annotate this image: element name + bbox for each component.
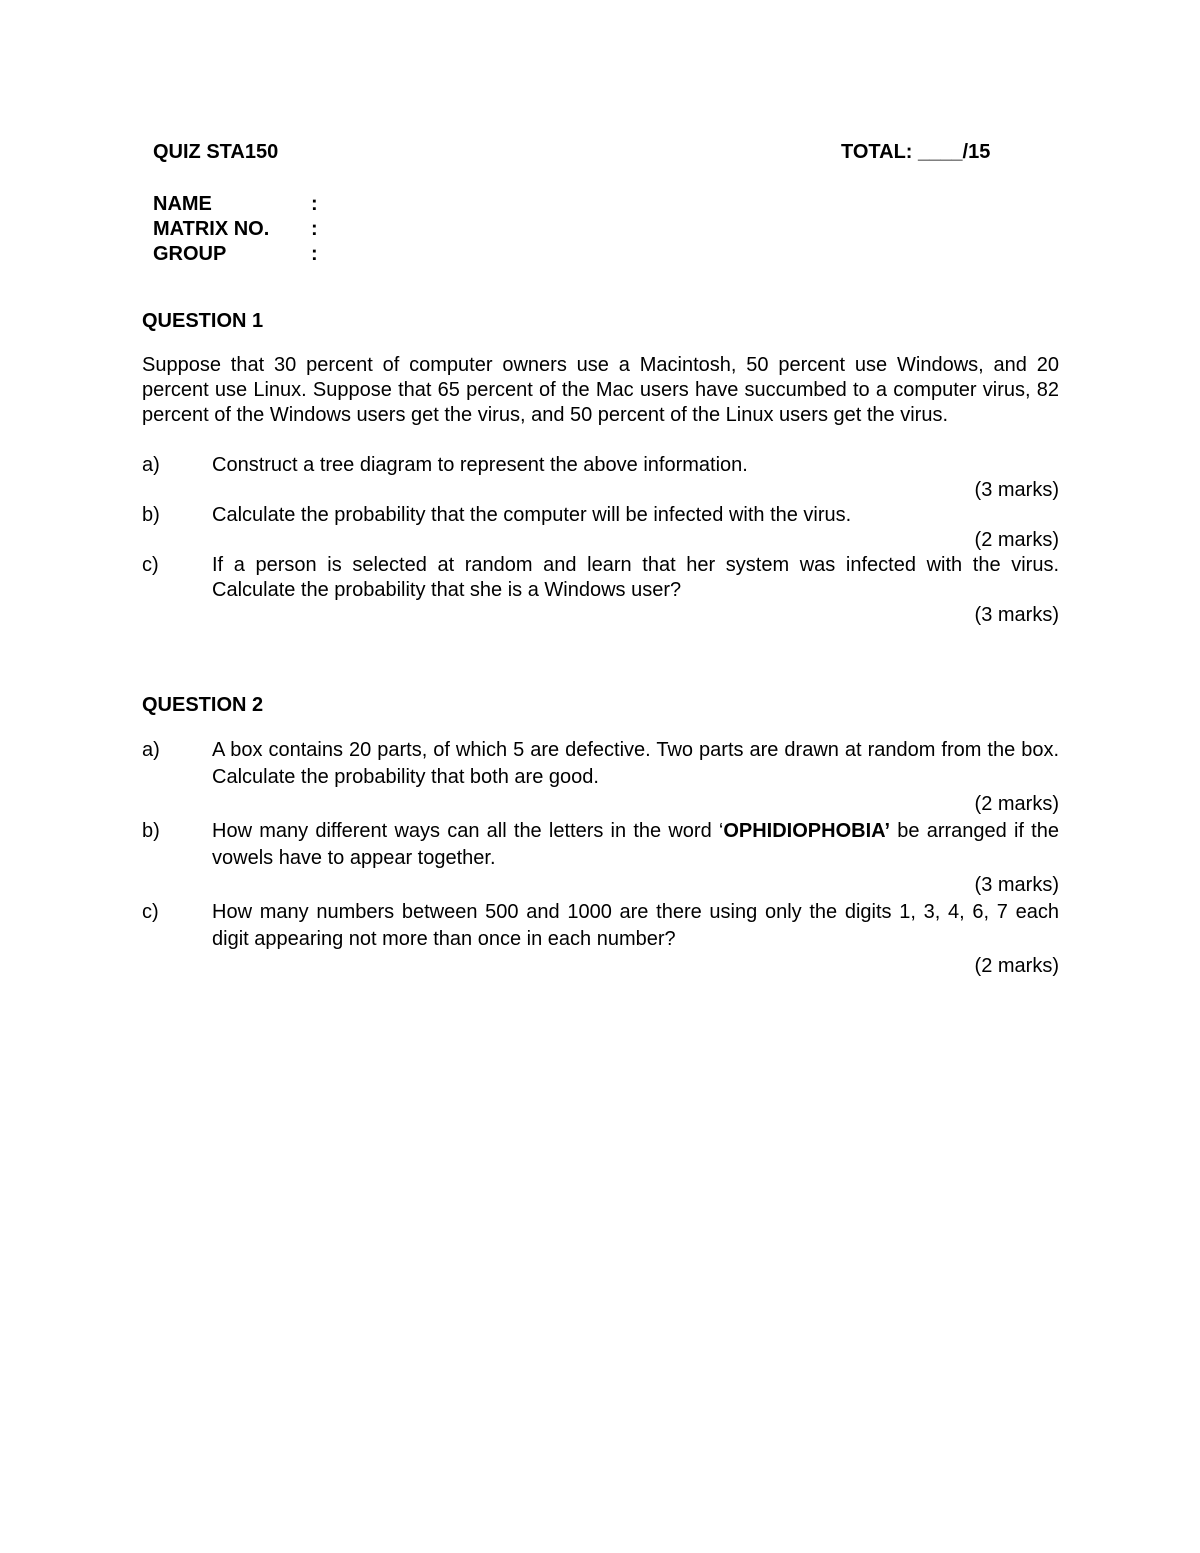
item-text: If a person is selected at random and learn that her system was infected with the virus. Calculate the probability that she is a Windows user? <box>212 554 1059 601</box>
item-text: How many numbers between 500 and 1000 are there using only the digits 1, 3, 4, 6, 7 each digit appearing not more than once in each number? <box>212 901 1059 950</box>
total-score: TOTAL: ____/15 <box>841 141 991 163</box>
name-colon: : <box>311 193 318 215</box>
item-letter: b) <box>142 504 160 526</box>
marks-1a: (3 marks) <box>974 479 1059 501</box>
marks-2c: (2 marks) <box>974 955 1059 977</box>
word-ophidiophobia: OPHIDIOPHOBIA’ <box>723 820 891 842</box>
question-2c <box>142 899 1059 953</box>
item-letter: a) <box>142 739 160 761</box>
name-label: NAME <box>153 193 212 215</box>
question-1-intro: Suppose that 30 percent of computer owners use a Macintosh, 50 percent use Windows, and 20 percent use Linux. Suppose that 65 percent of the Mac users have succumbed to a computer virus, 82 percent of the Windows users get the virus, and 50 percent of the Linux users get the virus. <box>142 354 1059 426</box>
question-1a <box>142 453 1059 478</box>
item-text: Calculate the probability that the computer will be infected with the virus. <box>212 504 852 526</box>
question-1c <box>142 553 1059 603</box>
question-2 <box>142 693 1059 980</box>
item-letter: c) <box>142 554 159 576</box>
name-row <box>153 192 353 217</box>
item-letter: a) <box>142 454 160 476</box>
item-text-before: How many different ways can all the letters in the word ‘ <box>212 820 724 842</box>
item-text-after: be arranged if the vowels have to appear together. <box>212 820 1059 869</box>
marks-2a: (2 marks) <box>974 793 1059 815</box>
question-2a <box>142 737 1059 791</box>
group-label: GROUP <box>153 243 227 265</box>
question-2-heading: QUESTION 2 <box>142 694 264 716</box>
matrix-colon: : <box>311 218 318 240</box>
question-1b <box>142 503 1059 528</box>
marks-2b: (3 marks) <box>974 874 1059 896</box>
student-info <box>153 192 353 267</box>
question-1 <box>142 309 1059 628</box>
group-row <box>153 242 353 267</box>
marks-1b: (2 marks) <box>974 529 1059 551</box>
item-letter: b) <box>142 820 160 842</box>
question-2b <box>142 818 1059 872</box>
marks-1c: (3 marks) <box>974 604 1059 626</box>
matrix-label: MATRIX NO. <box>153 218 270 240</box>
item-text: A box contains 20 parts, of which 5 are defective. Two parts are drawn at random from the box. Calculate the probability that both are good. <box>212 739 1059 788</box>
item-text: Construct a tree diagram to represent the above information. <box>212 454 748 476</box>
quiz-title: QUIZ STA150 <box>153 141 279 163</box>
matrix-row <box>153 217 353 242</box>
group-colon: : <box>311 243 318 265</box>
item-letter: c) <box>142 901 159 923</box>
question-1-heading: QUESTION 1 <box>142 310 264 332</box>
